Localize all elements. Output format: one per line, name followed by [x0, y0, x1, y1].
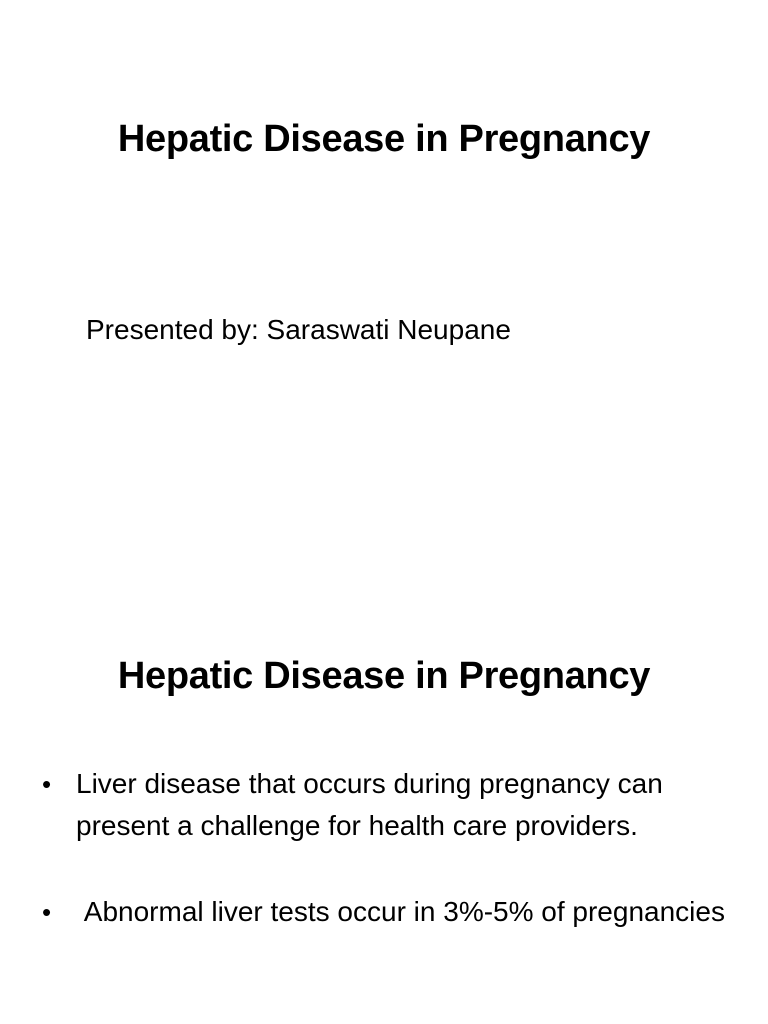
list-item	[0, 891, 768, 933]
slide-title: Hepatic Disease in Pregnancy	[117, 655, 651, 698]
slide-title: Hepatic Disease in Pregnancy	[117, 118, 651, 161]
list-item	[0, 763, 768, 847]
bullet-text: Liver disease that occurs during pregnancy can present a challenge for health care providers.	[76, 768, 663, 841]
presenter-subtitle: Presented by: Saraswati Neupane	[86, 314, 511, 345]
bullet-list	[0, 763, 768, 977]
slide-2	[0, 576, 768, 1024]
bullet-text: Abnormal liver tests occur in 3%-5% of pregnancies	[76, 896, 725, 927]
bullet-icon: •	[42, 897, 52, 927]
bullet-icon: •	[42, 769, 52, 799]
